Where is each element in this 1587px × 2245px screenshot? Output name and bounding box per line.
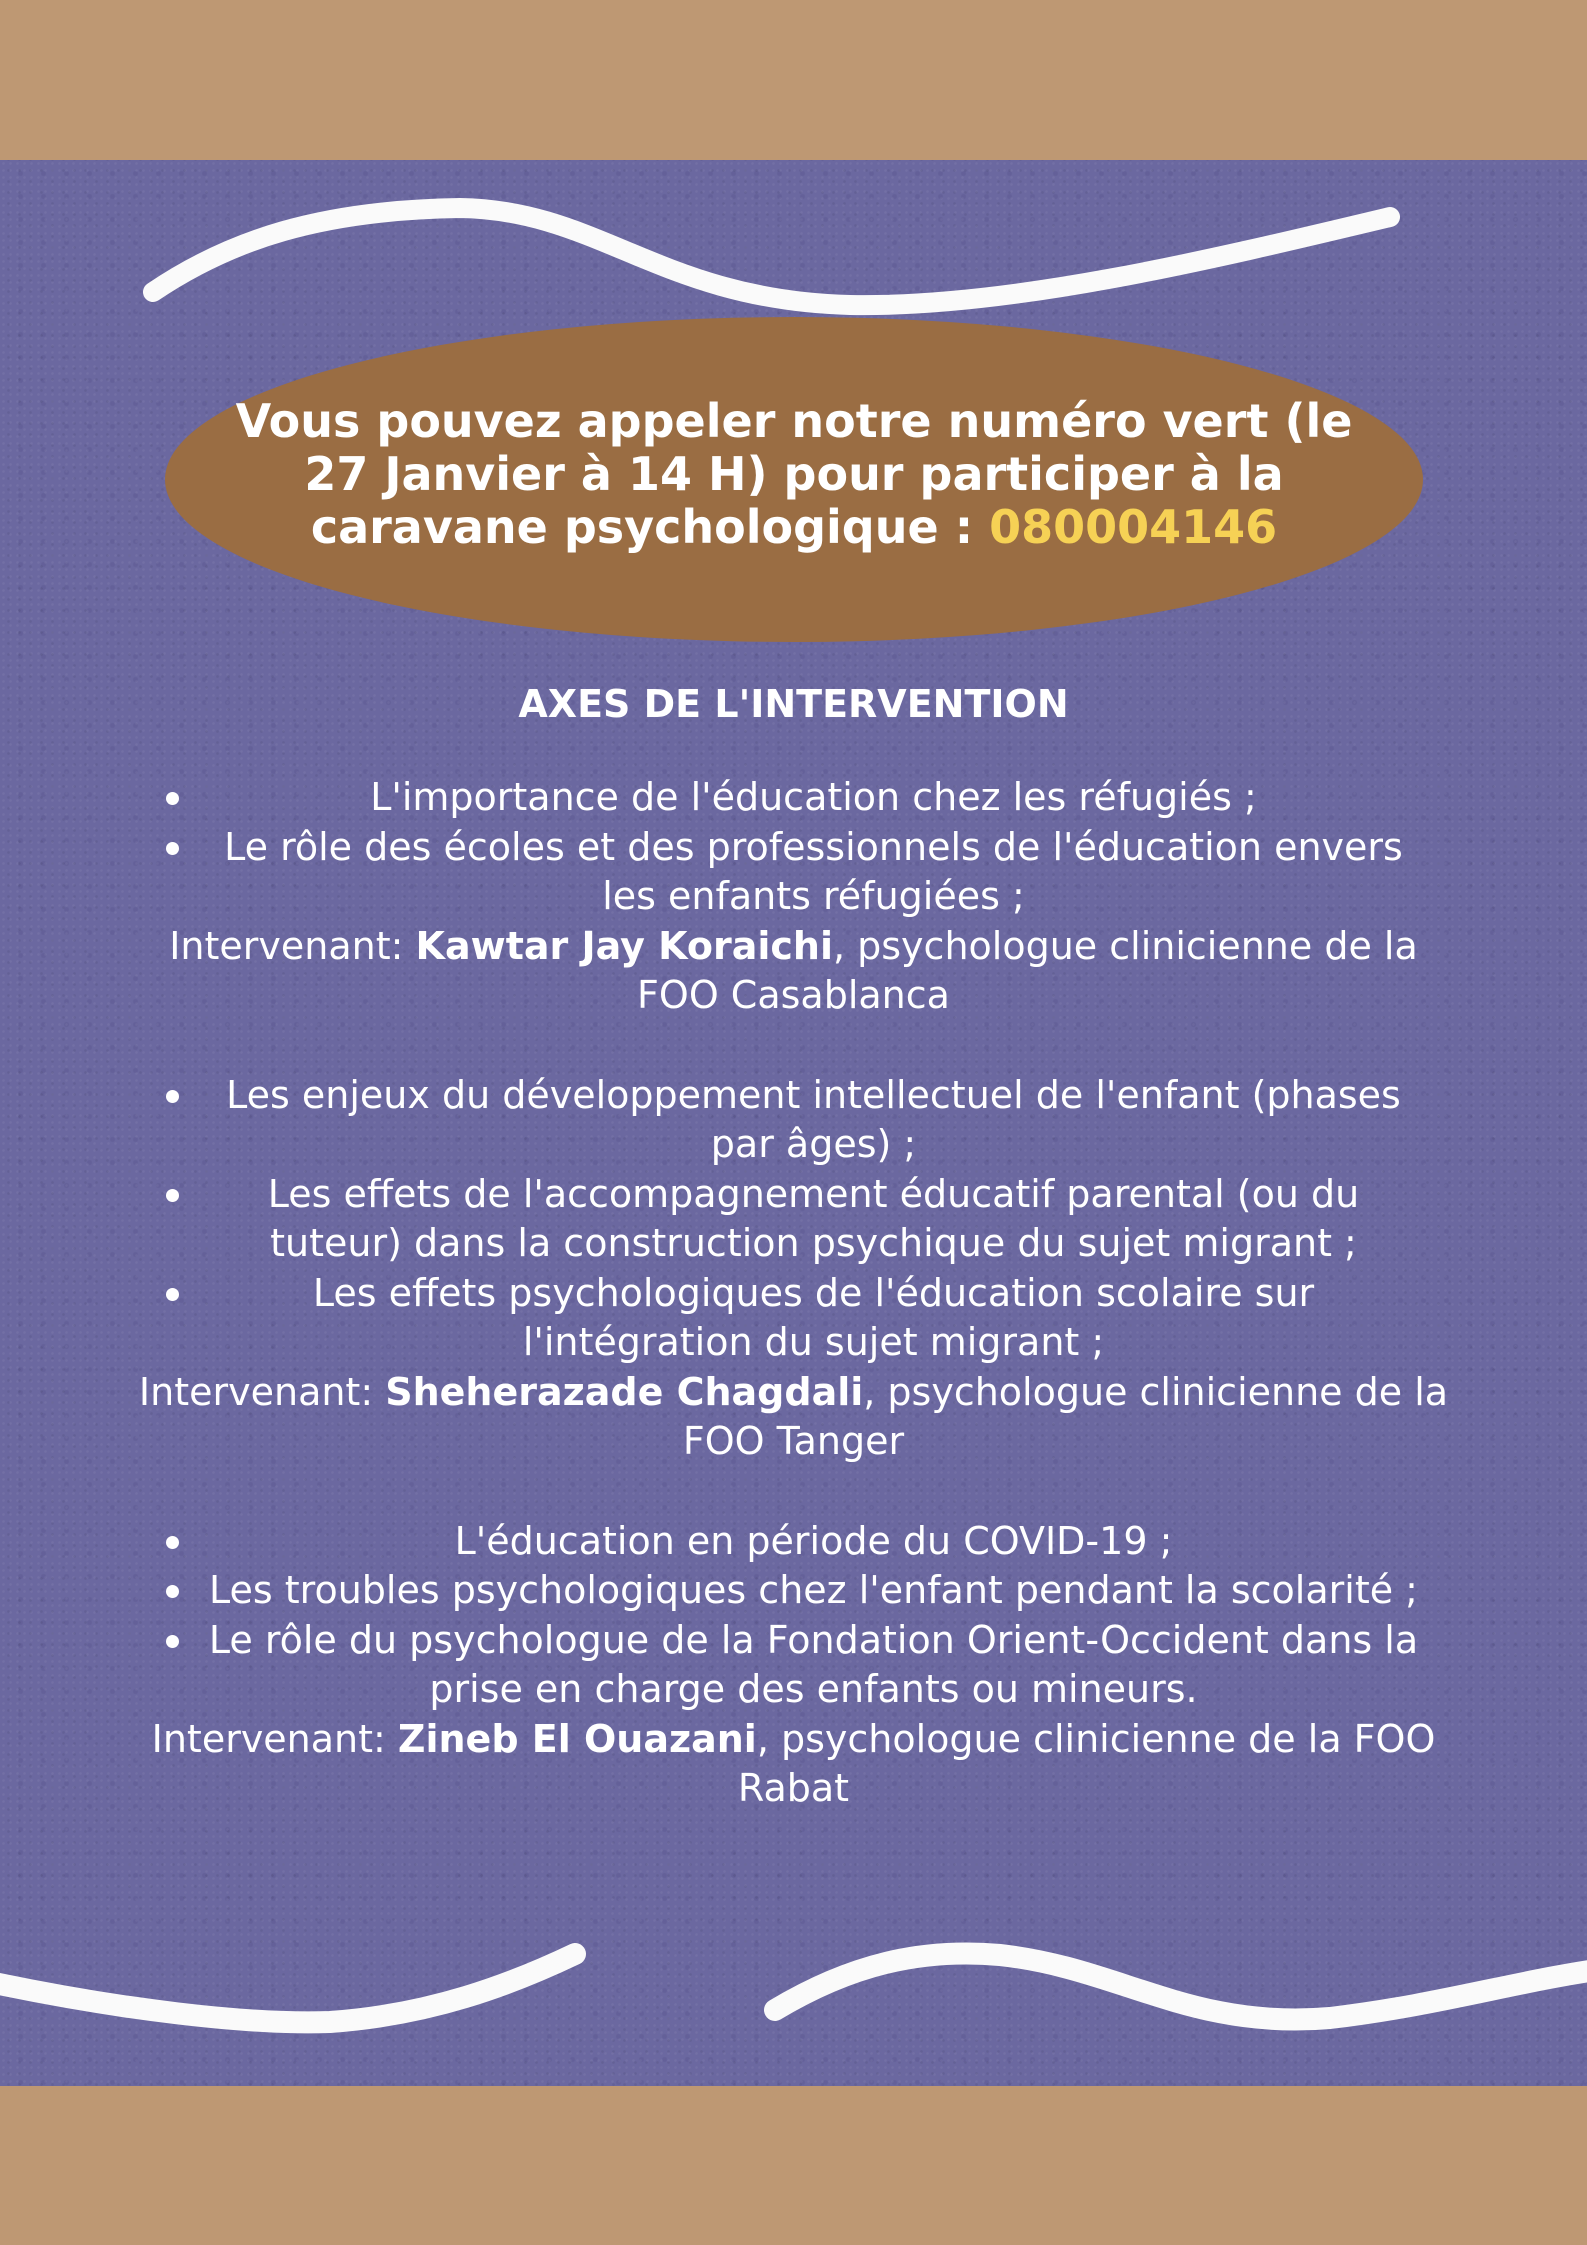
speaker-prefix: Intervenant:: [138, 1369, 386, 1414]
speaker-line: [120, 1368, 1467, 1467]
speaker-prefix: Intervenant:: [151, 1716, 398, 1761]
topic-list: [120, 1517, 1467, 1715]
topic-item: Le rôle des écoles et des professionnels de l'éducation envers les enfants réfugiées ;: [120, 823, 1467, 922]
intervention-content: [120, 678, 1467, 1814]
callout-text: [224, 395, 1364, 554]
bottom-band: [0, 2086, 1587, 2245]
intervention-section-1: [120, 773, 1467, 1021]
speaker-name: Zineb El Ouazani: [397, 1716, 757, 1761]
topic-item: Les troubles psychologiques chez l'enfant pendant la scolarité ;: [120, 1566, 1467, 1616]
topic-list: [120, 773, 1467, 922]
speaker-name: Kawtar Jay Koraichi: [415, 923, 833, 968]
speaker-role: , psychologue clinicienne de la FOO Casablanca: [637, 923, 1418, 1017]
topic-item: L'éducation en période du COVID-19 ;: [120, 1517, 1467, 1567]
topic-item: Les effets psychologiques de l'éducation scolaire sur l'intégration du sujet migrant ;: [120, 1269, 1467, 1368]
topic-list: [120, 1071, 1467, 1368]
section-heading: AXES DE L'INTERVENTION: [518, 682, 1069, 726]
topic-item: Les effets de l'accompagnement éducatif parental (ou du tuteur) dans la construction psychique du sujet migrant ;: [120, 1170, 1467, 1269]
topic-item: Les enjeux du développement intellectuel de l'enfant (phases par âges) ;: [120, 1071, 1467, 1170]
speaker-role: , psychologue clinicienne de la FOO Rabat: [737, 1716, 1436, 1810]
intervention-section-3: [120, 1517, 1467, 1814]
topic-item: L'importance de l'éducation chez les réfugiés ;: [120, 773, 1467, 823]
intervention-section-2: [120, 1071, 1467, 1467]
phone-callout: [165, 317, 1423, 642]
speaker-role: , psychologue clinicienne de la FOO Tanger: [682, 1369, 1449, 1463]
speaker-line: [120, 922, 1467, 1021]
speaker-line: [120, 1715, 1467, 1814]
topic-item: Le rôle du psychologue de la Fondation Orient-Occident dans la prise en charge des enfants ou mineurs.: [120, 1616, 1467, 1715]
callout-message: Vous pouvez appeler notre numéro vert (le 27 Janvier à 14 H) pour participer à la caravane psychologique :: [235, 394, 1353, 554]
phone-number: 080004146: [989, 500, 1278, 554]
speaker-name: Sheherazade Chagdali: [385, 1369, 864, 1414]
speaker-prefix: Intervenant:: [169, 923, 416, 968]
top-band: [0, 0, 1587, 160]
